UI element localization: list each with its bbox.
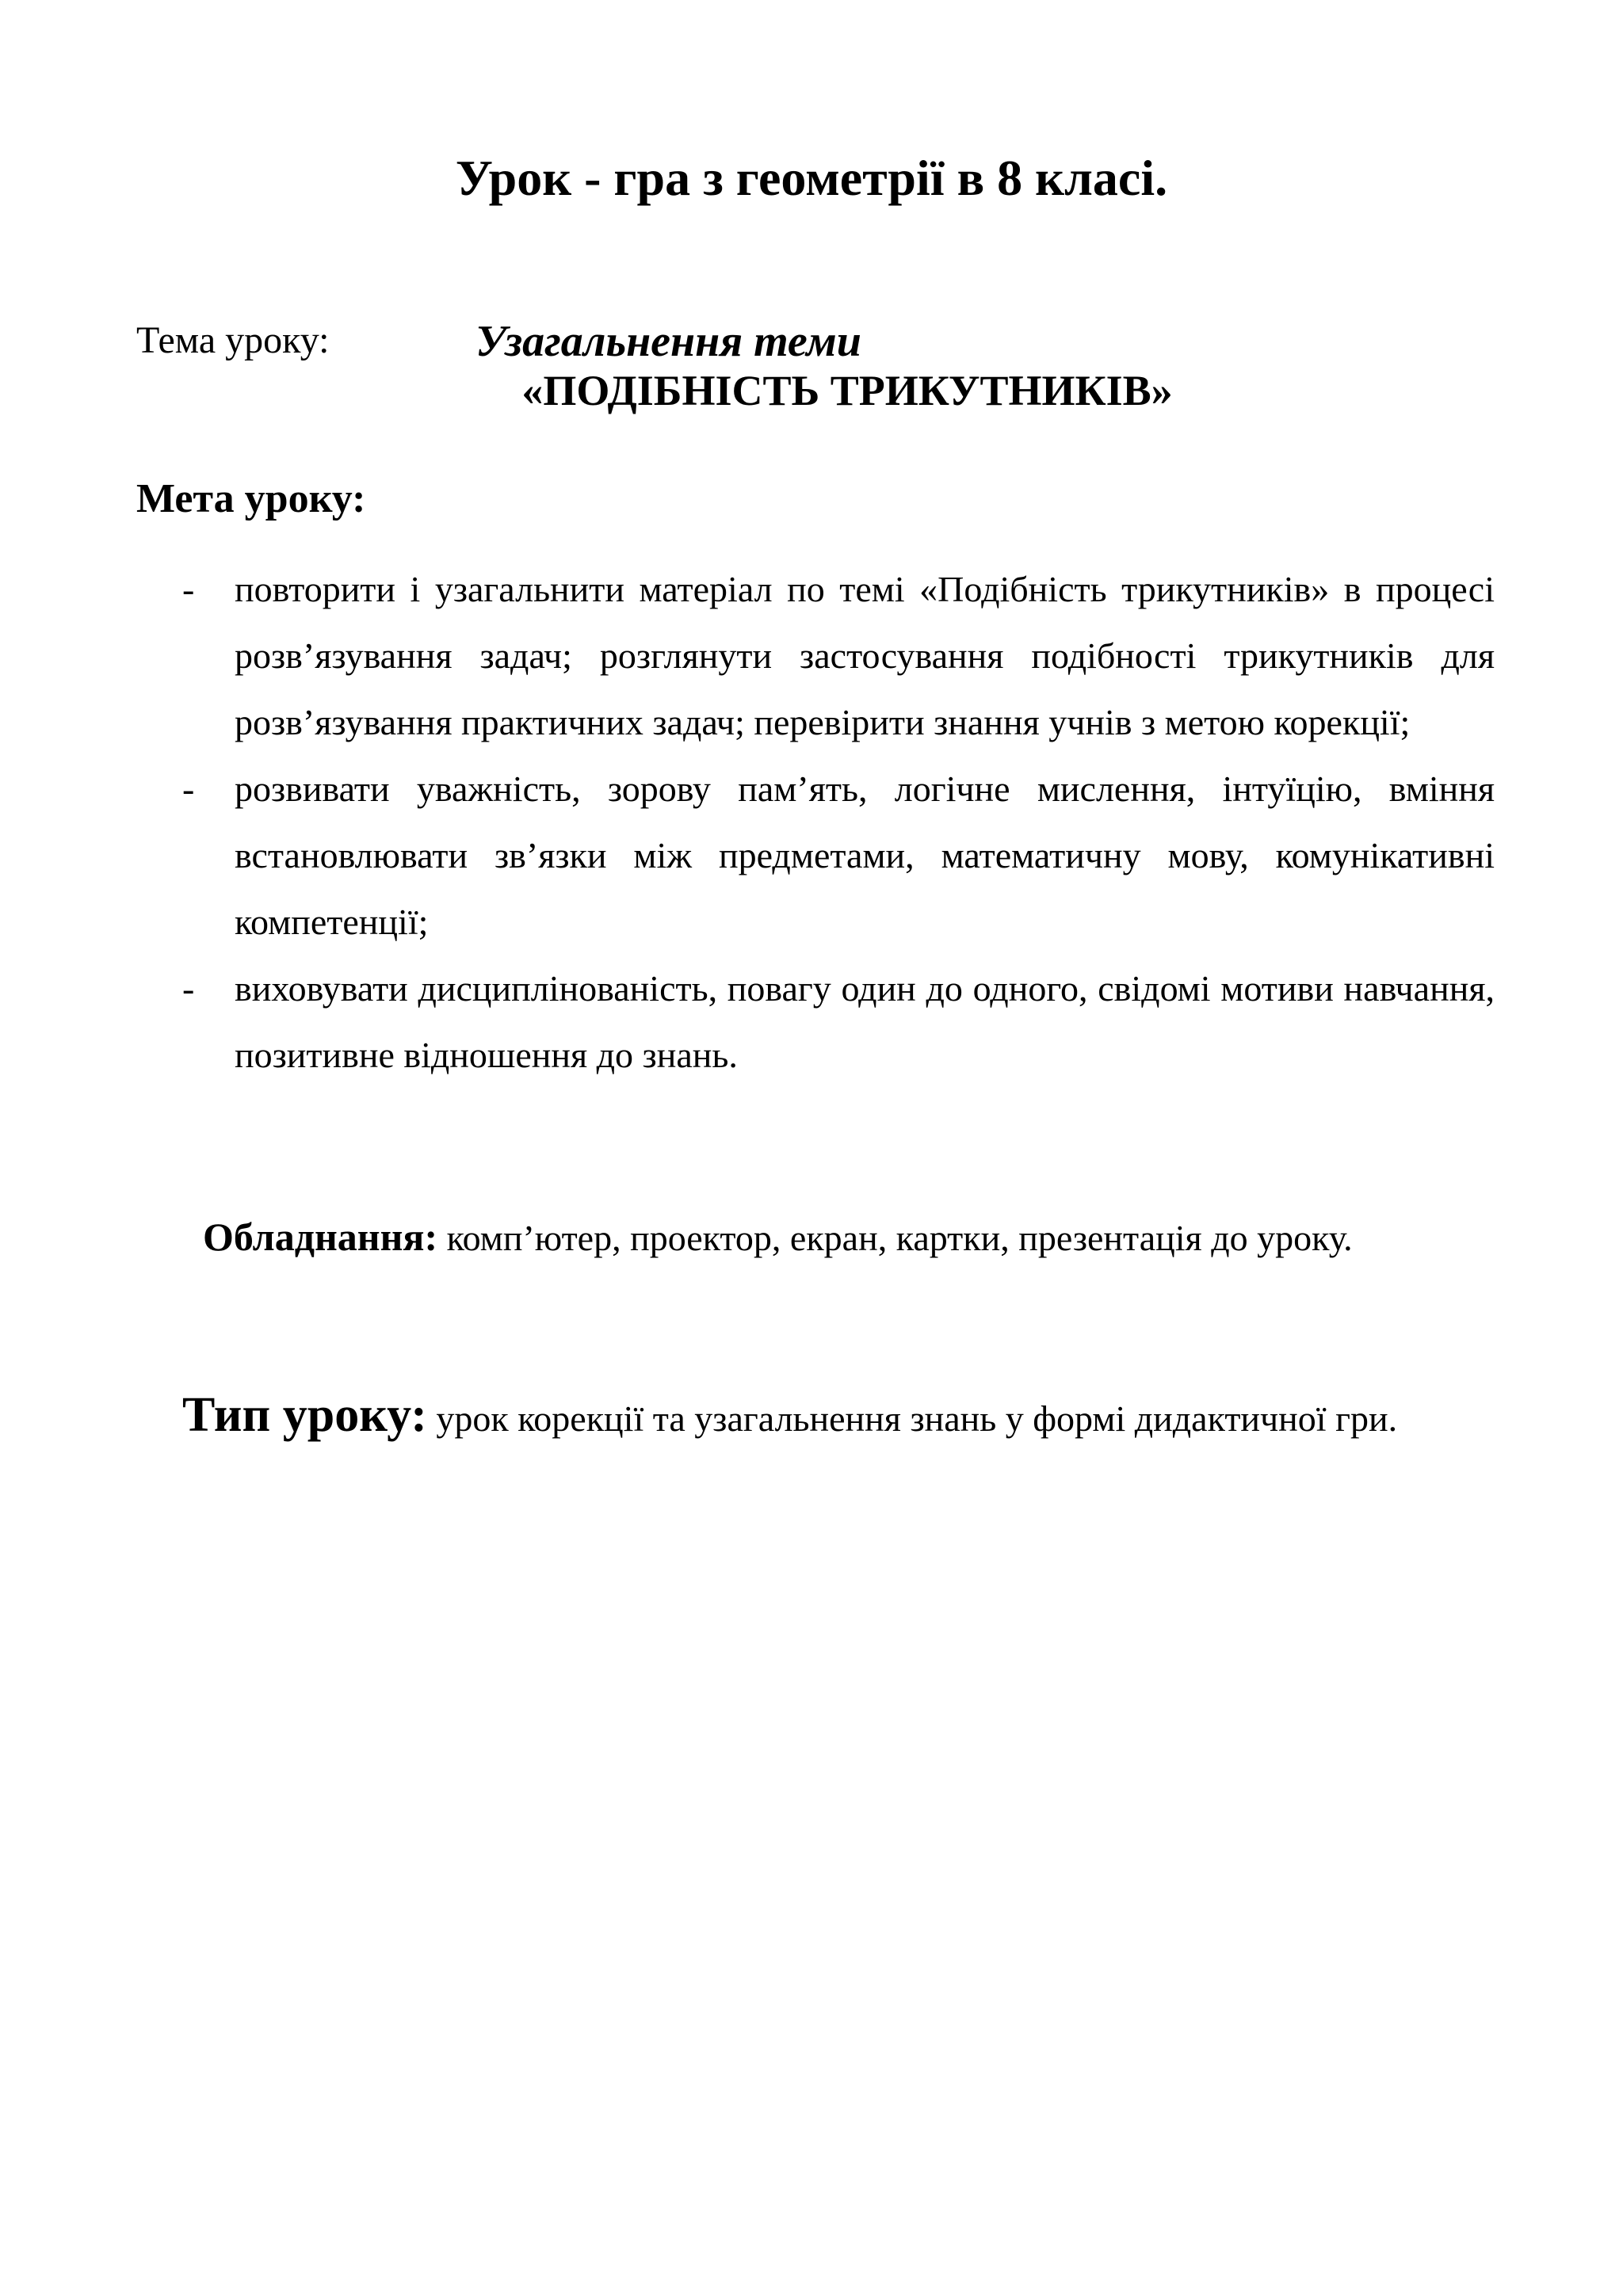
list-dash: - bbox=[182, 769, 195, 809]
lesson-type-label: Тип уроку: bbox=[182, 1388, 427, 1442]
equipment-label: Обладнання: bbox=[203, 1215, 438, 1259]
goal-item bbox=[0, 756, 1623, 955]
lesson-type-line bbox=[182, 1386, 1397, 1447]
equipment-line bbox=[203, 1212, 1353, 1263]
equipment-text: комп’ютер, проектор, екран, картки, презентація до уроку. bbox=[437, 1218, 1353, 1258]
goal-item bbox=[0, 556, 1623, 756]
topic-name-wrapper bbox=[0, 364, 1623, 417]
goal-text: розвивати уважність, зорову пам’ять, логічне мислення, інтуїцію, вміння встановлювати зв’язки між предметами, математичну мову, комунікативні компетенції; bbox=[235, 769, 1495, 942]
goal-item bbox=[0, 955, 1623, 1089]
goal-heading: Мета уроку: bbox=[136, 476, 366, 521]
topic-subtitle: Узагальнення теми bbox=[475, 317, 861, 366]
document-title: Урок - гра з геометрії в 8 класі. bbox=[455, 150, 1168, 206]
list-dash: - bbox=[182, 968, 195, 1009]
lesson-type-text: урок корекції та узагальнення знань у формі дидактичної гри. bbox=[426, 1398, 1398, 1439]
list-dash: - bbox=[182, 569, 195, 609]
goal-text: виховувати дисциплінованість, повагу один до одного, свідомі мотиви навчання, позитивне відношення до знань. bbox=[235, 968, 1495, 1075]
goal-list bbox=[0, 556, 1623, 1089]
topic-name: «ПОДІБНІСТЬ ТРИКУТНИКІВ» bbox=[521, 367, 1173, 414]
topic-label: Тема уроку: bbox=[136, 319, 330, 361]
goal-text: повторити і узагальнити матеріал по темі «Подібність трикутників» в процесі розв’язування задач; розглянути застосування подібності трикутників для розв’язування практичних задач; перевірити знання учнів з метою корекції; bbox=[235, 569, 1495, 742]
